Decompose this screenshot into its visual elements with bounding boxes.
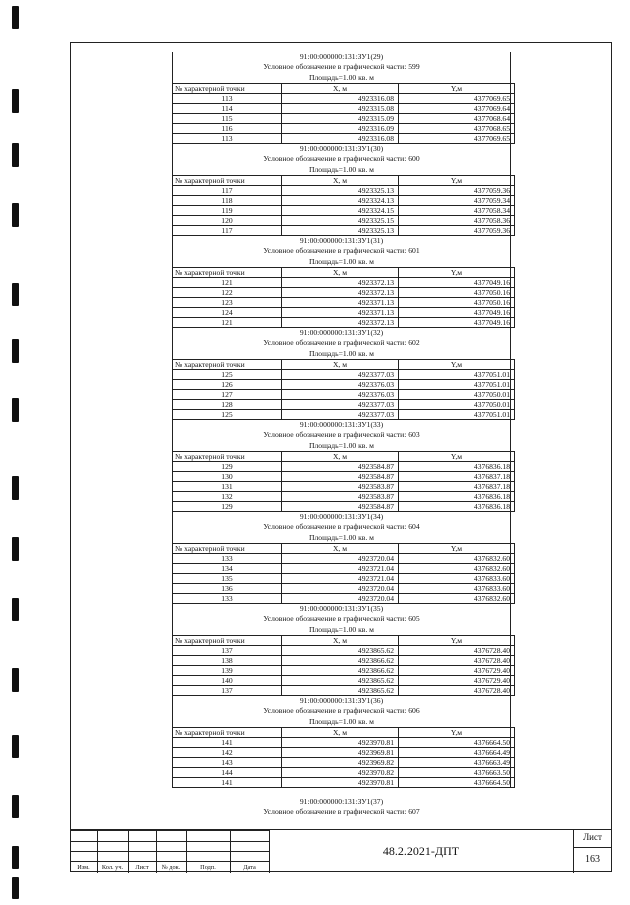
y-coordinate: 4376729.40 (399, 676, 515, 686)
point-number: 132 (173, 492, 282, 502)
table-header-row (173, 728, 515, 738)
table-row (173, 462, 515, 472)
header-x: X, м (282, 636, 399, 646)
parcel-title: 91:00:000000:131:ЗУ1(35) (299, 604, 384, 613)
y-coordinate: 4376833.60 (399, 574, 515, 584)
header-x: X, м (282, 544, 399, 554)
parcel-header (172, 144, 511, 175)
y-coordinate: 4377059.36 (399, 186, 515, 196)
x-coordinate: 4923866.62 (282, 656, 399, 666)
x-coordinate: 4923970.82 (282, 768, 399, 778)
table-header-row (173, 636, 515, 646)
stamp-label-signature: Подп. (200, 864, 216, 871)
x-coordinate: 4923720.04 (282, 594, 399, 604)
header-point-number: № характерной точки (173, 268, 282, 278)
binder-mark (12, 476, 19, 500)
y-coordinate: 4377051.01 (399, 380, 515, 390)
points-table (172, 543, 515, 604)
table-row (173, 380, 515, 390)
table-row (173, 216, 515, 226)
point-number: 130 (173, 472, 282, 482)
y-coordinate: 4377049.16 (399, 278, 515, 288)
x-coordinate: 4923969.81 (282, 748, 399, 758)
stamp-line (70, 841, 269, 842)
x-coordinate: 4923372.13 (282, 288, 399, 298)
table-header-row (173, 452, 515, 462)
point-number: 136 (173, 584, 282, 594)
header-y: Y,м (399, 728, 515, 738)
x-coordinate: 4923970.81 (282, 778, 399, 788)
y-coordinate: 4376836.18 (399, 492, 515, 502)
y-coordinate: 4377059.36 (399, 226, 515, 236)
parcel-designation: Условное обозначение в графической части: 605 (263, 614, 420, 624)
parcel-area: Площадь=1.00 кв. м (309, 716, 374, 726)
parcel-header (172, 52, 511, 83)
y-coordinate: 4377058.34 (399, 206, 515, 216)
y-coordinate: 4376836.18 (399, 462, 515, 472)
x-coordinate: 4923371.13 (282, 308, 399, 318)
binder-mark (12, 877, 19, 899)
table-row (173, 472, 515, 482)
x-coordinate: 4923372.13 (282, 318, 399, 328)
next-block-header (172, 797, 511, 818)
document-code: 48.2.2021-ДПТ (382, 844, 460, 858)
parcel-header (172, 420, 511, 451)
table-row (173, 574, 515, 584)
y-coordinate: 4377050.16 (399, 298, 515, 308)
table-row (173, 492, 515, 502)
y-coordinate: 4376837.18 (399, 482, 515, 492)
content-right-border (510, 52, 511, 788)
parcel-designation: Условное обозначение в графической части: 603 (263, 430, 420, 440)
table-row (173, 646, 515, 656)
point-number: 122 (173, 288, 282, 298)
point-number: 131 (173, 482, 282, 492)
table-row (173, 186, 515, 196)
table-row (173, 778, 515, 788)
table-row (173, 410, 515, 420)
binder-mark (12, 795, 19, 818)
table-row (173, 196, 515, 206)
table-row (173, 318, 515, 328)
parcel-designation: Условное обозначение в графической части: 604 (263, 522, 420, 532)
x-coordinate: 4923865.62 (282, 686, 399, 696)
x-coordinate: 4923583.87 (282, 492, 399, 502)
parcel-title: 91:00:000000:131:ЗУ1(30) (299, 144, 384, 153)
binder-mark (12, 735, 19, 758)
x-coordinate: 4923866.62 (282, 666, 399, 676)
binder-mark (12, 6, 19, 29)
point-number: 113 (173, 94, 282, 104)
y-coordinate: 4376832.60 (399, 554, 515, 564)
point-number: 116 (173, 124, 282, 134)
point-number: 129 (173, 502, 282, 512)
point-number: 141 (173, 778, 282, 788)
y-coordinate: 4376663.49 (399, 758, 515, 768)
x-coordinate: 4923316.08 (282, 94, 399, 104)
point-number: 126 (173, 380, 282, 390)
parcel-title: 91:00:000000:131:ЗУ1(29) (299, 52, 384, 61)
header-y: Y,м (399, 268, 515, 278)
x-coordinate: 4923325.13 (282, 186, 399, 196)
parcel-header (172, 604, 511, 635)
point-number: 118 (173, 196, 282, 206)
parcel-area: Площадь=1.00 кв. м (309, 72, 374, 82)
x-coordinate: 4923721.04 (282, 574, 399, 584)
x-coordinate: 4923372.13 (282, 278, 399, 288)
sheet-label: Лист (583, 832, 602, 842)
parcel-header (172, 512, 511, 543)
parcel-block (172, 512, 511, 604)
y-coordinate: 4377068.65 (399, 124, 515, 134)
point-number: 135 (173, 574, 282, 584)
coordinates-list (172, 52, 511, 788)
binder-mark (12, 598, 19, 621)
y-coordinate: 4376728.40 (399, 656, 515, 666)
binder-mark (12, 89, 19, 113)
point-number: 144 (173, 768, 282, 778)
point-number: 121 (173, 318, 282, 328)
point-number: 137 (173, 646, 282, 656)
table-row (173, 676, 515, 686)
point-number: 123 (173, 298, 282, 308)
point-number: 129 (173, 462, 282, 472)
point-number: 133 (173, 594, 282, 604)
table-row (173, 370, 515, 380)
parcel-area: Площадь=1.00 кв. м (309, 532, 374, 542)
y-coordinate: 4376729.40 (399, 666, 515, 676)
table-row (173, 94, 515, 104)
table-row (173, 298, 515, 308)
header-y: Y,м (399, 84, 515, 94)
binder-mark (12, 398, 19, 422)
x-coordinate: 4923325.15 (282, 216, 399, 226)
point-number: 142 (173, 748, 282, 758)
stamp-label-date: Дата (243, 864, 256, 871)
parcel-block (172, 144, 511, 236)
title-block (70, 829, 612, 873)
header-y: Y,м (399, 544, 515, 554)
y-coordinate: 4377051.01 (399, 370, 515, 380)
table-row (173, 564, 515, 574)
x-coordinate: 4923376.03 (282, 390, 399, 400)
x-coordinate: 4923584.87 (282, 472, 399, 482)
x-coordinate: 4923865.62 (282, 676, 399, 686)
stamp-line (70, 861, 269, 862)
points-table (172, 359, 515, 420)
y-coordinate: 4377049.16 (399, 308, 515, 318)
header-x: X, м (282, 268, 399, 278)
parcel-title: 91:00:000000:131:ЗУ1(34) (299, 512, 384, 521)
table-row (173, 400, 515, 410)
y-coordinate: 4377050.01 (399, 390, 515, 400)
point-number: 117 (173, 186, 282, 196)
table-row (173, 308, 515, 318)
parcel-designation: Условное обозначение в графической части: 600 (263, 154, 420, 164)
table-header-row (173, 84, 515, 94)
header-point-number: № характерной точки (173, 544, 282, 554)
content-left-border (172, 52, 173, 788)
point-number: 127 (173, 390, 282, 400)
y-coordinate: 4377059.34 (399, 196, 515, 206)
header-point-number: № характерной точки (173, 176, 282, 186)
stamp-label-change: Изм. (77, 864, 90, 871)
header-point-number: № характерной точки (173, 84, 282, 94)
table-row (173, 288, 515, 298)
parcel-title: 91:00:000000:131:ЗУ1(33) (299, 420, 384, 429)
x-coordinate: 4923720.04 (282, 554, 399, 564)
block-designation: Условное обозначение в графической части: 607 (263, 807, 420, 817)
y-coordinate: 4377069.64 (399, 104, 515, 114)
y-coordinate: 4376664.49 (399, 748, 515, 758)
table-row (173, 686, 515, 696)
stamp-line (70, 851, 269, 852)
x-coordinate: 4923315.09 (282, 114, 399, 124)
header-point-number: № характерной точки (173, 360, 282, 370)
parcel-area: Площадь=1.00 кв. м (309, 256, 374, 266)
table-row (173, 656, 515, 666)
table-row (173, 482, 515, 492)
parcel-header (172, 236, 511, 267)
point-number: 119 (173, 206, 282, 216)
header-point-number: № характерной точки (173, 452, 282, 462)
x-coordinate: 4923583.87 (282, 482, 399, 492)
x-coordinate: 4923324.15 (282, 206, 399, 216)
x-coordinate: 4923720.04 (282, 584, 399, 594)
parcel-header (172, 696, 511, 727)
parcel-area: Площадь=1.00 кв. м (309, 624, 374, 634)
table-row (173, 278, 515, 288)
y-coordinate: 4376837.18 (399, 472, 515, 482)
y-coordinate: 4376663.50 (399, 768, 515, 778)
x-coordinate: 4923377.03 (282, 410, 399, 420)
y-coordinate: 4377049.16 (399, 318, 515, 328)
y-coordinate: 4376836.18 (399, 502, 515, 512)
parcel-area: Площадь=1.00 кв. м (309, 440, 374, 450)
x-coordinate: 4923584.87 (282, 502, 399, 512)
parcel-title: 91:00:000000:131:ЗУ1(36) (299, 696, 384, 705)
x-coordinate: 4923721.04 (282, 564, 399, 574)
binder-mark (12, 668, 19, 692)
table-row (173, 594, 515, 604)
point-number: 113 (173, 134, 282, 144)
points-table (172, 727, 515, 788)
header-y: Y,м (399, 452, 515, 462)
parcel-header (172, 328, 511, 359)
parcel-block (172, 420, 511, 512)
stamp-line (70, 830, 269, 831)
point-number: 117 (173, 226, 282, 236)
point-number: 137 (173, 686, 282, 696)
parcel-area: Площадь=1.00 кв. м (309, 164, 374, 174)
parcel-area: Площадь=1.00 кв. м (309, 348, 374, 358)
binder-mark (12, 537, 19, 561)
point-number: 138 (173, 656, 282, 666)
parcel-block (172, 52, 511, 144)
binder-mark (12, 339, 19, 363)
table-header-row (173, 544, 515, 554)
y-coordinate: 4376833.60 (399, 584, 515, 594)
point-number: 139 (173, 666, 282, 676)
point-number: 143 (173, 758, 282, 768)
table-row (173, 206, 515, 216)
point-number: 125 (173, 410, 282, 420)
points-table (172, 267, 515, 328)
header-y: Y,м (399, 636, 515, 646)
y-coordinate: 4377069.65 (399, 134, 515, 144)
x-coordinate: 4923377.03 (282, 370, 399, 380)
x-coordinate: 4923315.08 (282, 104, 399, 114)
table-header-row (173, 176, 515, 186)
x-coordinate: 4923316.09 (282, 124, 399, 134)
y-coordinate: 4377050.16 (399, 288, 515, 298)
table-header-row (173, 360, 515, 370)
point-number: 114 (173, 104, 282, 114)
table-row (173, 768, 515, 778)
x-coordinate: 4923865.62 (282, 646, 399, 656)
points-table (172, 635, 515, 696)
x-coordinate: 4923316.08 (282, 134, 399, 144)
point-number: 125 (173, 370, 282, 380)
table-row (173, 748, 515, 758)
x-coordinate: 4923371.13 (282, 298, 399, 308)
parcel-designation: Условное обозначение в графической части: 601 (263, 246, 420, 256)
table-row (173, 502, 515, 512)
header-x: X, м (282, 84, 399, 94)
block-title: 91:00:000000:131:ЗУ1(37) (299, 797, 384, 806)
x-coordinate: 4923969.82 (282, 758, 399, 768)
stamp-label-doc: № док. (161, 864, 181, 871)
point-number: 134 (173, 564, 282, 574)
header-y: Y,м (399, 360, 515, 370)
binder-mark (12, 846, 19, 869)
x-coordinate: 4923970.81 (282, 738, 399, 748)
header-x: X, м (282, 452, 399, 462)
table-row (173, 114, 515, 124)
point-number: 141 (173, 738, 282, 748)
table-header-row (173, 268, 515, 278)
header-point-number: № характерной точки (173, 636, 282, 646)
y-coordinate: 4377051.01 (399, 410, 515, 420)
x-coordinate: 4923376.03 (282, 380, 399, 390)
points-table (172, 83, 515, 144)
header-y: Y,м (399, 176, 515, 186)
parcel-title: 91:00:000000:131:ЗУ1(32) (299, 328, 384, 337)
stamp-line (573, 847, 612, 848)
table-row (173, 584, 515, 594)
table-row (173, 124, 515, 134)
parcel-designation: Условное обозначение в графической части: 602 (263, 338, 420, 348)
y-coordinate: 4376832.60 (399, 594, 515, 604)
y-coordinate: 4377068.64 (399, 114, 515, 124)
table-row (173, 104, 515, 114)
table-row (173, 666, 515, 676)
parcel-block (172, 604, 511, 696)
point-number: 133 (173, 554, 282, 564)
sheet-number: 163 (585, 854, 600, 865)
point-number: 121 (173, 278, 282, 288)
x-coordinate: 4923584.87 (282, 462, 399, 472)
x-coordinate: 4923325.13 (282, 226, 399, 236)
table-row (173, 554, 515, 564)
point-number: 140 (173, 676, 282, 686)
table-row (173, 738, 515, 748)
binder-mark (12, 143, 19, 167)
x-coordinate: 4923324.13 (282, 196, 399, 206)
y-coordinate: 4376664.50 (399, 738, 515, 748)
header-x: X, м (282, 728, 399, 738)
y-coordinate: 4377069.65 (399, 94, 515, 104)
header-x: X, м (282, 176, 399, 186)
parcel-block (172, 696, 511, 788)
header-x: X, м (282, 360, 399, 370)
points-table (172, 175, 515, 236)
header-point-number: № характерной точки (173, 728, 282, 738)
parcel-block (172, 328, 511, 420)
y-coordinate: 4377050.01 (399, 400, 515, 410)
x-coordinate: 4923377.03 (282, 400, 399, 410)
y-coordinate: 4376664.50 (399, 778, 515, 788)
point-number: 115 (173, 114, 282, 124)
point-number: 128 (173, 400, 282, 410)
points-table (172, 451, 515, 512)
table-row (173, 758, 515, 768)
parcel-designation: Условное обозначение в графической части: 599 (263, 62, 420, 72)
y-coordinate: 4376728.40 (399, 686, 515, 696)
binder-mark (12, 203, 19, 227)
point-number: 120 (173, 216, 282, 226)
stamp-label-count: Кол. уч. (101, 864, 124, 871)
table-row (173, 134, 515, 144)
binder-mark (12, 283, 19, 306)
point-number: 124 (173, 308, 282, 318)
table-row (173, 226, 515, 236)
parcel-block (172, 236, 511, 328)
stamp-label-sheet: Лист (135, 864, 149, 871)
parcel-designation: Условное обозначение в графической части: 606 (263, 706, 420, 716)
y-coordinate: 4376832.60 (399, 564, 515, 574)
table-row (173, 390, 515, 400)
y-coordinate: 4376728.40 (399, 646, 515, 656)
y-coordinate: 4377058.36 (399, 216, 515, 226)
parcel-title: 91:00:000000:131:ЗУ1(31) (299, 236, 384, 245)
